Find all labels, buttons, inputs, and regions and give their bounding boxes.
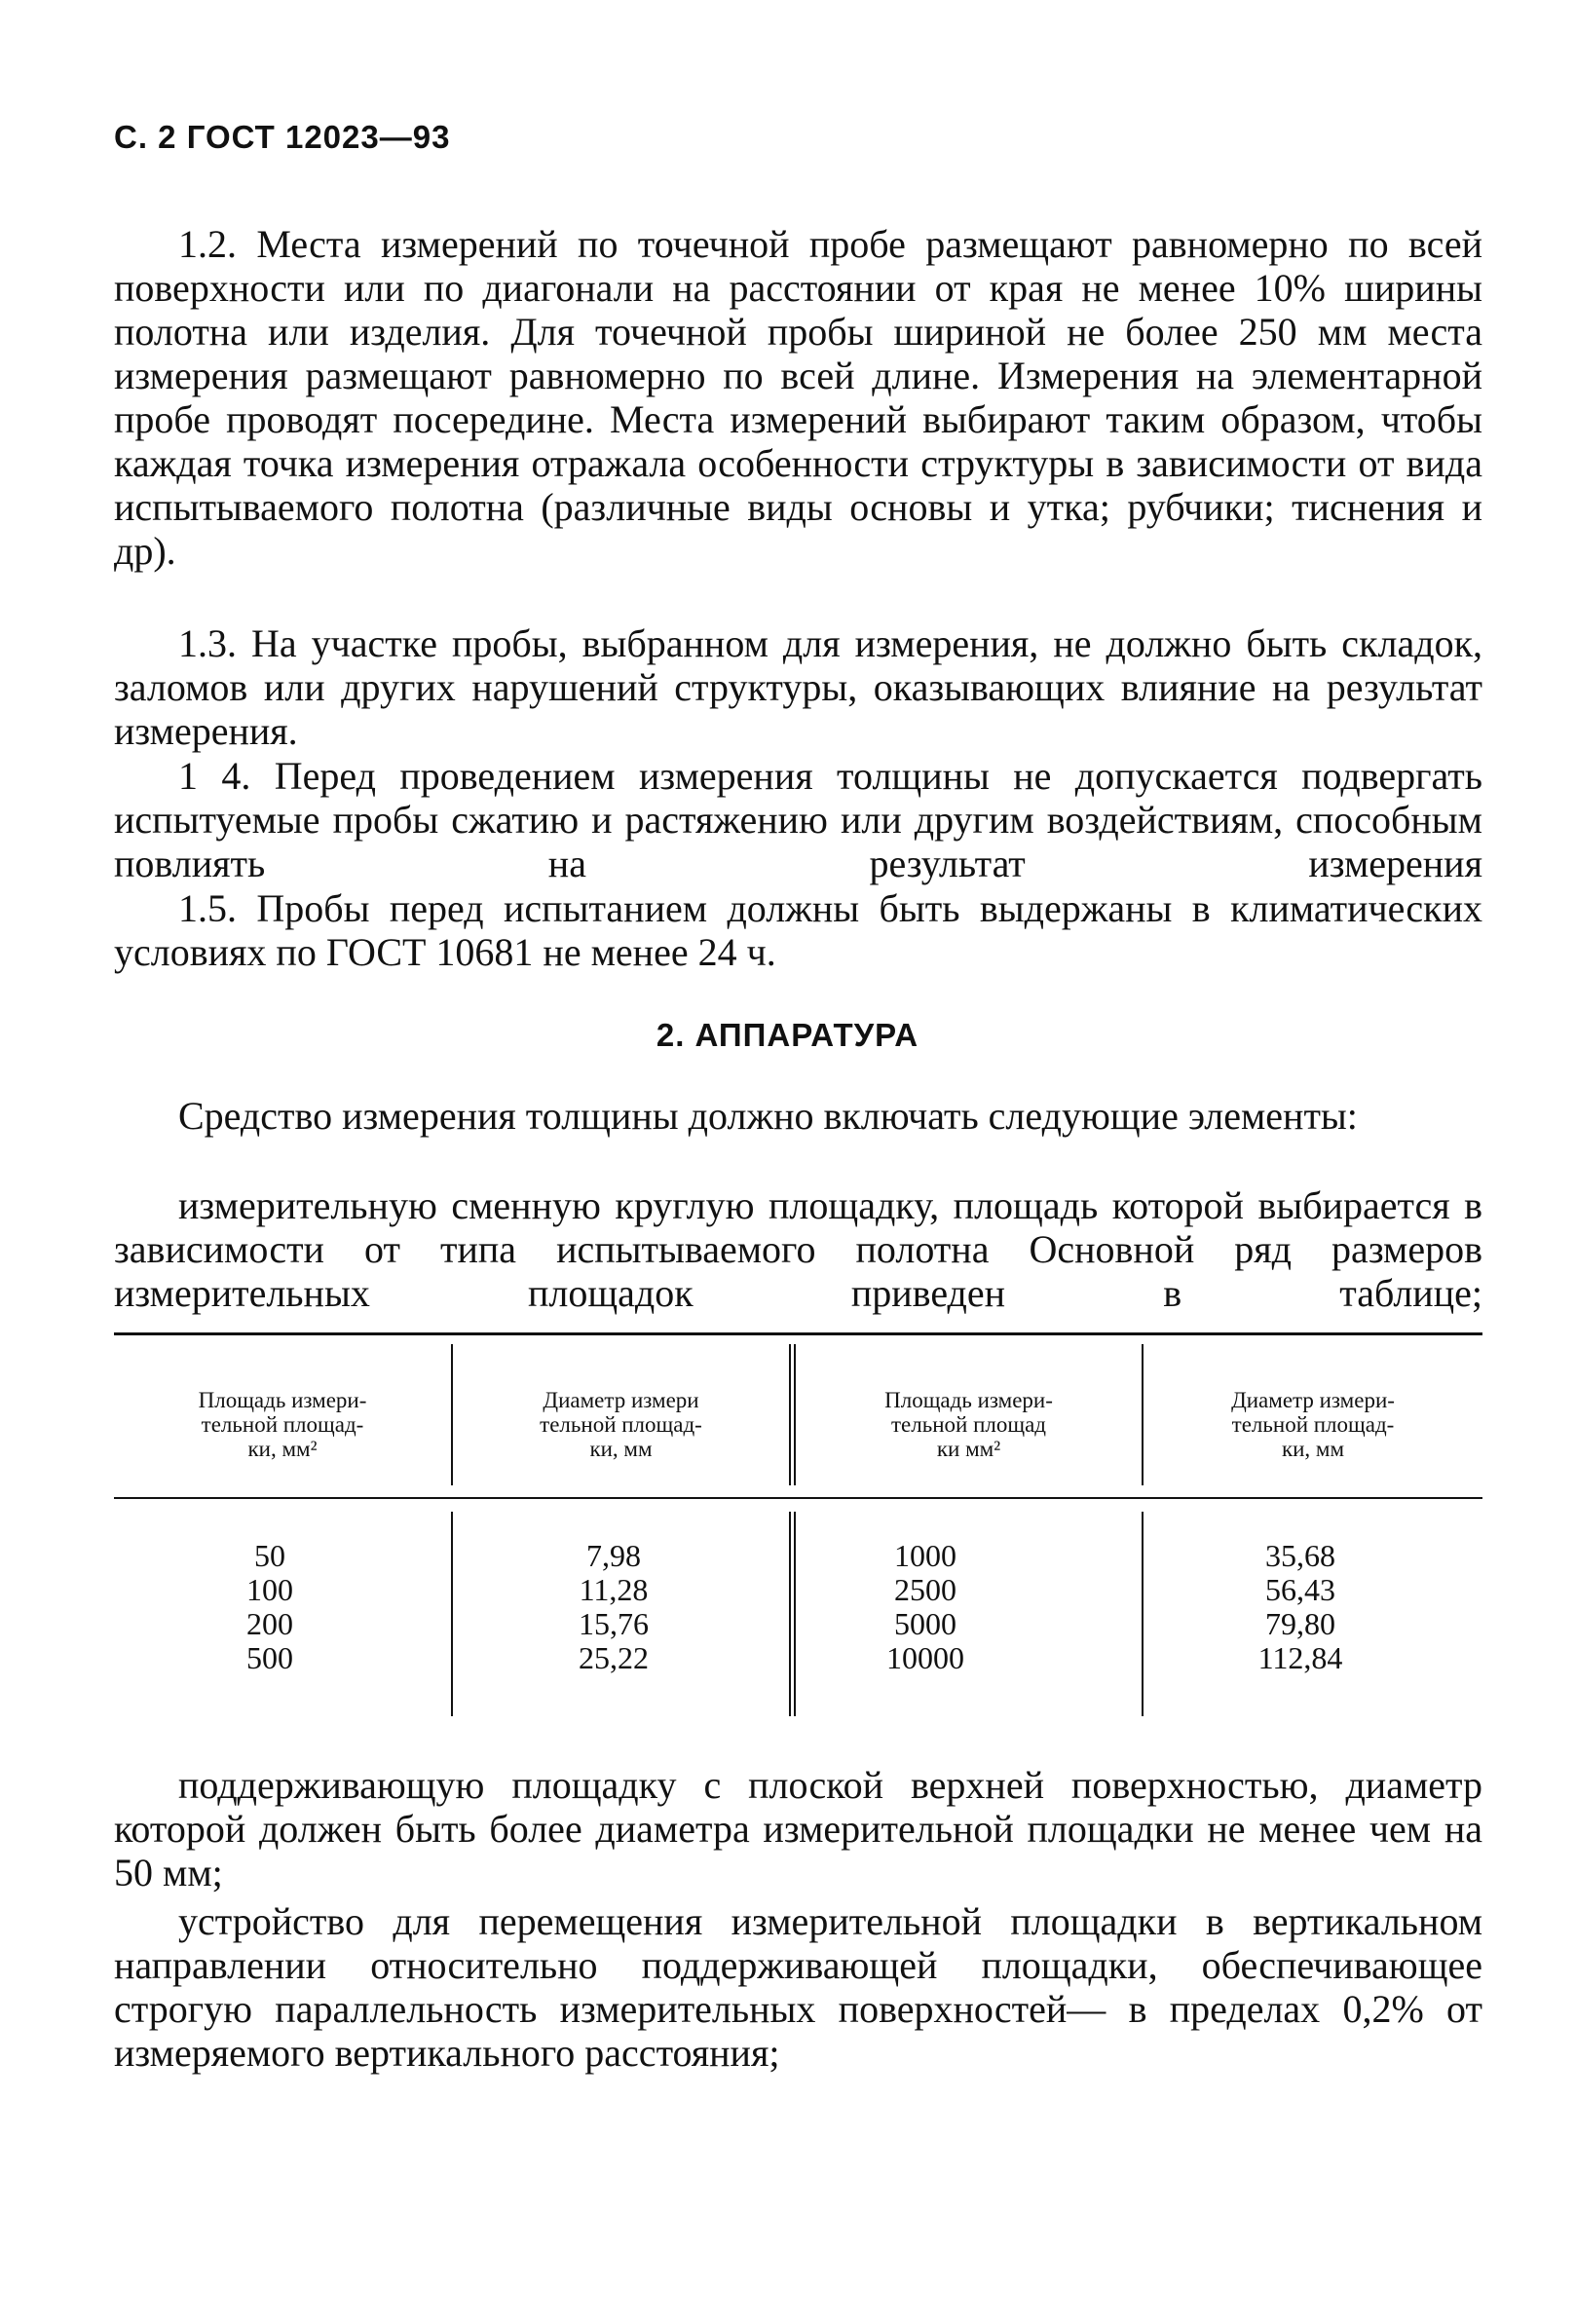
- table-cell: 500: [246, 1640, 293, 1675]
- table-col-divider: [1142, 1512, 1144, 1716]
- table-column-diameter: [545, 1539, 682, 1675]
- table-cell: 100: [246, 1572, 293, 1607]
- table-cell: 11,28: [579, 1572, 649, 1607]
- table-cell: 112,84: [1257, 1640, 1343, 1675]
- table-cell: 1000: [894, 1538, 956, 1573]
- section-2-item-measuring-platform: измерительную сменную круглую площадку, площадь которой выбирается в зависимости от типа испытываемого полотна Основной ряд размеров измерительных площадок приведен в таблице;: [114, 1183, 1482, 1315]
- paragraph-1-4: 1 4. Перед проведением измерения толщины не допускается подвергать испытуемые пробы сжатию и растяжению или другим воздействиям, способным повлиять на результат измерения: [114, 754, 1482, 885]
- section-2-item-moving-device: устройство для перемещения измерительной площадки в вертикальном направлении относительно поддерживающей площадки, обеспечивающее строгую параллельность измерительных поверхностей— в пределах 0,2% от измеряемого вертикального расстояния;: [114, 1899, 1482, 2075]
- table-cell: 79,80: [1265, 1606, 1335, 1641]
- table-cell: 56,43: [1265, 1572, 1335, 1607]
- section-2-title: 2. АППАРАТУРА: [656, 1017, 919, 1053]
- table-column-area: [231, 1539, 309, 1675]
- table-cell: 10000: [886, 1640, 964, 1675]
- table-cell: 35,68: [1265, 1538, 1335, 1573]
- table-cell: 7,98: [586, 1538, 641, 1573]
- table-header-cell: Диаметр измери тельной площад- ки, мм: [540, 1388, 702, 1461]
- paragraph-1-5: 1.5. Пробы перед испытанием должны быть выдержаны в климатических условиях по ГОСТ 10681 не менее 24 ч.: [114, 886, 1482, 974]
- table-cell: 25,22: [579, 1640, 649, 1675]
- table-cell: 50: [254, 1538, 285, 1573]
- table-col-divider: [789, 1344, 791, 1485]
- table-col-divider: [451, 1512, 453, 1716]
- table-column-diameter: [1227, 1539, 1373, 1675]
- table-col-divider: [789, 1512, 791, 1716]
- section-2-item-support-platform: поддерживающую площадку с плоской верхней поверхностью, диаметр которой должен быть более диаметра измерительной площадки не менее чем на 50 мм;: [114, 1763, 1482, 1894]
- table-header-cell: Площадь измери- тельной площад- ки, мм²: [198, 1388, 367, 1461]
- page-header: С. 2 ГОСТ 12023—93: [114, 119, 451, 155]
- table-header-rule: [114, 1497, 1482, 1499]
- table-cell: 5000: [894, 1606, 956, 1641]
- table-cell: 200: [246, 1606, 293, 1641]
- paragraph-1-2: 1.2. Места измерений по точечной пробе размещают равномерно по всей поверхности или по диагонали на расстоянии от края не менее 10% ширины полотна или изделия. Для точечной пробы шириной не более 250 мм места измерения размещают равномерно по всей длине. Измерения на элементарной пробе проводят посередине. Места измерений выбирают таким образом, чтобы каждая точка измерения отражала особенности структуры в зависимости от вида испытываемого полотна (различные виды основы и утка; рубчики; тиснения и др).: [114, 222, 1482, 573]
- table-col-divider: [794, 1512, 796, 1716]
- table-header-cell: Диаметр измери- тельной площад- ки, мм: [1231, 1388, 1395, 1461]
- table-cell: 15,76: [579, 1606, 649, 1641]
- table-top-rule: [114, 1332, 1482, 1335]
- table-column-area: [857, 1539, 994, 1675]
- paragraph-1-3: 1.3. На участке пробы, выбранном для измерения, не должно быть складок, заломов или других нарушений структуры, оказывающих влияние на результат измерения.: [114, 621, 1482, 753]
- section-2-intro: Средство измерения толщины должно включать следующие элементы:: [178, 1094, 1358, 1138]
- table-cell: 2500: [894, 1572, 956, 1607]
- table-header-cell: Площадь измери- тельной площад ки мм²: [884, 1388, 1053, 1461]
